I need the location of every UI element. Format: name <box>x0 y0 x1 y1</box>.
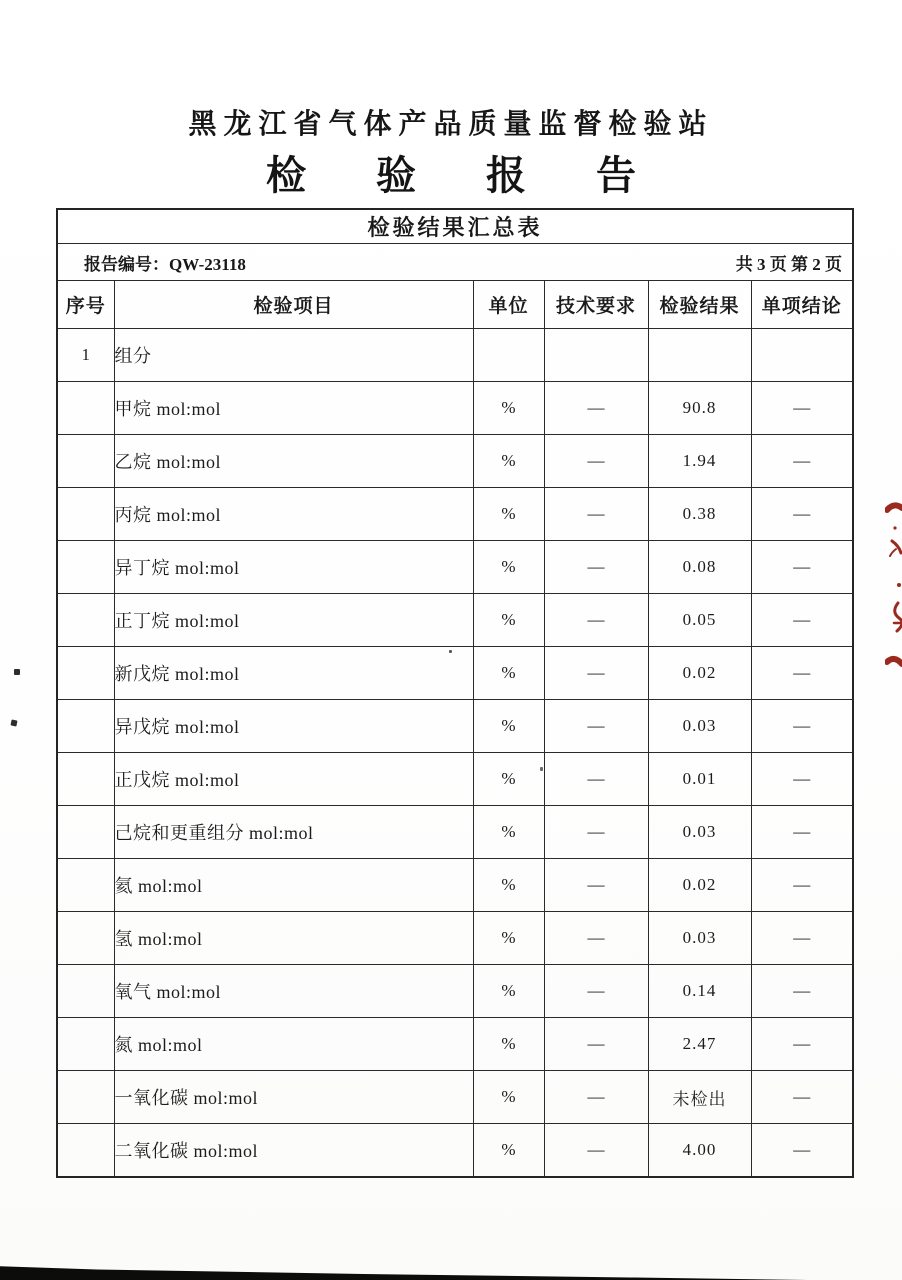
row-requirement: — <box>544 965 648 1018</box>
row-conclusion: — <box>751 859 853 912</box>
row-item: 异戊烷 mol:mol <box>114 700 473 753</box>
row-unit: % <box>473 382 544 435</box>
row-result: 1.94 <box>648 435 751 488</box>
table-row <box>57 329 853 382</box>
row-no <box>57 806 114 859</box>
row-conclusion <box>751 329 853 382</box>
row-unit: % <box>473 1018 544 1071</box>
scan-speck <box>14 669 20 675</box>
row-unit: % <box>473 806 544 859</box>
row-requirement: — <box>544 541 648 594</box>
row-requirement: — <box>544 435 648 488</box>
row-unit: % <box>473 1124 544 1178</box>
row-unit: % <box>473 700 544 753</box>
row-result: 0.14 <box>648 965 751 1018</box>
row-result: 0.02 <box>648 859 751 912</box>
row-no <box>57 541 114 594</box>
row-requirement: — <box>544 382 648 435</box>
row-unit: % <box>473 647 544 700</box>
col-header-no: 序号 <box>57 281 114 329</box>
row-result: 0.03 <box>648 700 751 753</box>
row-result: 0.02 <box>648 647 751 700</box>
row-unit: % <box>473 965 544 1018</box>
row-no <box>57 965 114 1018</box>
row-unit: % <box>473 859 544 912</box>
row-requirement: — <box>544 700 648 753</box>
row-conclusion: — <box>751 435 853 488</box>
row-no: 1 <box>57 329 114 382</box>
scan-speck <box>449 650 452 653</box>
row-conclusion: — <box>751 965 853 1018</box>
table-header-row <box>57 281 853 329</box>
row-requirement <box>544 329 648 382</box>
organization-title: 黑龙江省气体产品质量监督检验站 <box>188 109 714 140</box>
row-unit: % <box>473 541 544 594</box>
row-no <box>57 435 114 488</box>
row-conclusion: — <box>751 488 853 541</box>
row-no <box>57 1071 114 1124</box>
table-row <box>57 1071 853 1124</box>
row-result: 4.00 <box>648 1124 751 1178</box>
row-item: 氮 mol:mol <box>114 1018 473 1071</box>
row-no <box>57 382 114 435</box>
row-no <box>57 1124 114 1178</box>
report-number-value: QW-23118 <box>169 254 246 274</box>
row-unit <box>473 329 544 382</box>
row-conclusion: — <box>751 541 853 594</box>
row-requirement: — <box>544 647 648 700</box>
col-header-unit: 单位 <box>473 281 544 329</box>
table-row <box>57 753 853 806</box>
row-requirement: — <box>544 594 648 647</box>
row-no <box>57 912 114 965</box>
row-item: 一氧化碳 mol:mol <box>114 1071 473 1124</box>
table-row <box>57 700 853 753</box>
row-requirement: — <box>544 1124 648 1178</box>
row-result: 0.01 <box>648 753 751 806</box>
row-requirement: — <box>544 1071 648 1124</box>
row-conclusion: — <box>751 1071 853 1124</box>
row-no <box>57 594 114 647</box>
row-requirement: — <box>544 859 648 912</box>
row-conclusion: — <box>751 382 853 435</box>
row-requirement: — <box>544 488 648 541</box>
row-conclusion: — <box>751 753 853 806</box>
row-no <box>57 488 114 541</box>
col-header-requirement: 技术要求 <box>544 281 648 329</box>
table-meta-row <box>57 244 853 281</box>
row-item: 氢 mol:mol <box>114 912 473 965</box>
table-row <box>57 594 853 647</box>
row-result: 0.03 <box>648 806 751 859</box>
table-title: 检验结果汇总表 <box>57 209 853 244</box>
row-requirement: — <box>544 912 648 965</box>
table-row <box>57 1018 853 1071</box>
row-item: 乙烷 mol:mol <box>114 435 473 488</box>
row-item: 氦 mol:mol <box>114 859 473 912</box>
row-requirement: — <box>544 753 648 806</box>
row-item: 甲烷 mol:mol <box>114 382 473 435</box>
scan-edge-shadow <box>0 1265 808 1280</box>
row-unit: % <box>473 594 544 647</box>
row-conclusion: — <box>751 912 853 965</box>
row-result: 未检出 <box>648 1071 751 1124</box>
row-unit: % <box>473 435 544 488</box>
table-row <box>57 488 853 541</box>
row-item: 新戊烷 mol:mol <box>114 647 473 700</box>
scan-speck <box>10 719 17 726</box>
table-row <box>57 965 853 1018</box>
table-row <box>57 382 853 435</box>
table-row <box>57 806 853 859</box>
report-title: 检 验 报 告 <box>266 153 666 198</box>
row-conclusion: — <box>751 647 853 700</box>
row-requirement: — <box>544 806 648 859</box>
row-item: 己烷和更重组分 mol:mol <box>114 806 473 859</box>
table-row <box>57 912 853 965</box>
table-row <box>57 859 853 912</box>
row-result: 90.8 <box>648 382 751 435</box>
row-conclusion: — <box>751 700 853 753</box>
table-row <box>57 647 853 700</box>
table-row <box>57 541 853 594</box>
row-item: 二氧化碳 mol:mol <box>114 1124 473 1178</box>
table-row <box>57 435 853 488</box>
row-result: 0.38 <box>648 488 751 541</box>
row-result: 0.08 <box>648 541 751 594</box>
row-no <box>57 647 114 700</box>
row-no <box>57 859 114 912</box>
row-unit: % <box>473 1071 544 1124</box>
page-info: 共 3 页 第 2 页 <box>735 254 843 274</box>
row-conclusion: — <box>751 594 853 647</box>
row-unit: % <box>473 488 544 541</box>
row-unit: % <box>473 912 544 965</box>
row-no <box>57 700 114 753</box>
row-item: 正戊烷 mol:mol <box>114 753 473 806</box>
row-result <box>648 329 751 382</box>
row-conclusion: — <box>751 1018 853 1071</box>
row-result: 2.47 <box>648 1018 751 1071</box>
row-item: 氧气 mol:mol <box>114 965 473 1018</box>
results-table-body <box>57 329 853 1178</box>
report-number-label: 报告编号： <box>84 254 169 274</box>
col-header-item: 检验项目 <box>114 281 473 329</box>
row-item: 丙烷 mol:mol <box>114 488 473 541</box>
row-requirement: — <box>544 1018 648 1071</box>
table-title-row <box>57 209 853 244</box>
row-item: 组分 <box>114 329 473 382</box>
row-item: 正丁烷 mol:mol <box>114 594 473 647</box>
red-stamp-fragment-icon <box>885 497 902 675</box>
row-result: 0.03 <box>648 912 751 965</box>
row-no <box>57 753 114 806</box>
scan-speck <box>540 767 543 771</box>
row-conclusion: — <box>751 1124 853 1178</box>
col-header-result: 检验结果 <box>648 281 751 329</box>
col-header-conclusion: 单项结论 <box>751 281 853 329</box>
table-row <box>57 1124 853 1178</box>
row-item: 异丁烷 mol:mol <box>114 541 473 594</box>
results-table <box>56 208 854 1178</box>
row-conclusion: — <box>751 806 853 859</box>
row-no <box>57 1018 114 1071</box>
row-unit: % <box>473 753 544 806</box>
row-result: 0.05 <box>648 594 751 647</box>
report-number <box>84 250 246 275</box>
